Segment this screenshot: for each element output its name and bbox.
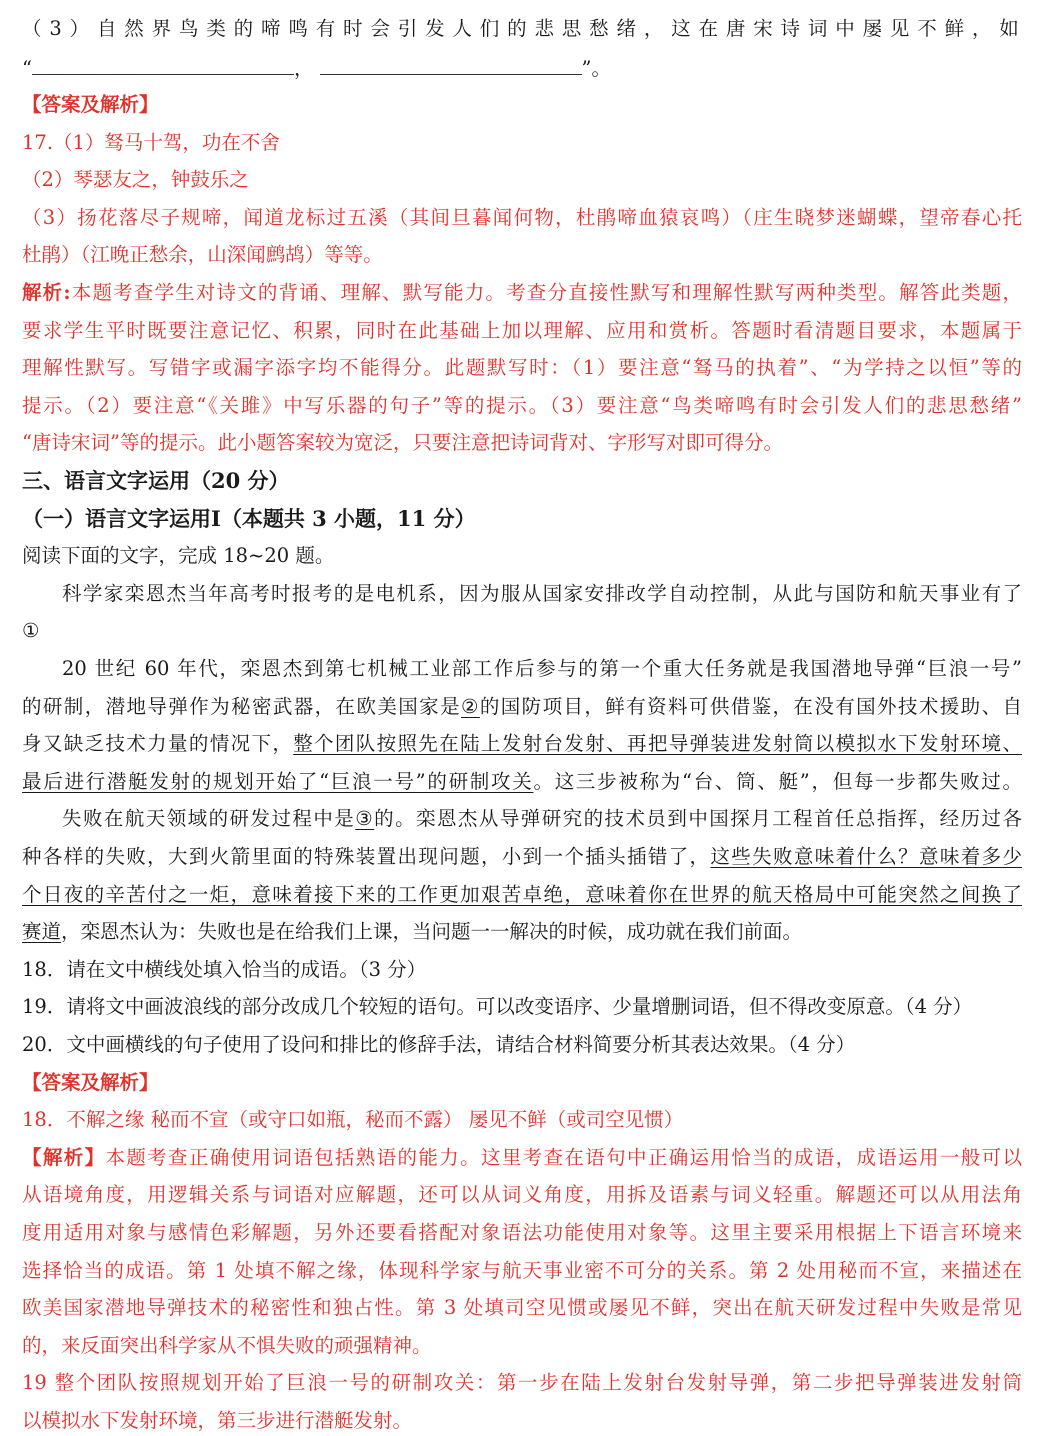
- passage-text: 的国防项目，鲜有资料可供借鉴，在没有国外技术援助、自: [479, 695, 1022, 718]
- passage-p2-line1: 20 世纪 60 年代，栾恩杰到第七机械工业部工作后参与的第一个重大任务就是我国潜地导弹“巨浪一号”: [62, 657, 1022, 680]
- wavy-line-sentence: 整个团队按照先在陆上发射台发射、再把导弹装进发射筒以模拟水下发射环境、: [293, 732, 1022, 755]
- passage-text: 的研制，潜地导弹作为秘密武器，在欧美国家是: [22, 695, 461, 718]
- answer17-part2: （2）琴瑟友之，钟鼓乐之: [22, 168, 249, 191]
- passage-text: 种各样的失败，大到火箭里面的特殊装置出现问题，小到一个插头插错了，: [22, 845, 711, 868]
- reading-instruction: 阅读下面的文字，完成 18~20 题。: [22, 544, 335, 567]
- analysis17-line2: 要求学生平时既要注意记忆、积累，同时在此基础上加以理解、应用和赏析。答题时看清题目要求，本题属于: [22, 319, 1022, 342]
- answer-header: 【答案及解析】: [22, 1071, 159, 1094]
- analysis-text: 本题考查学生对诗文的背诵、理解、默写能力。考查分直接性默写和理解性默写两种类型。解答此类题，: [70, 281, 1022, 304]
- blank-marker-1: ①: [22, 619, 40, 642]
- passage-text: 身又缺乏技术力量的情况下，: [22, 732, 294, 755]
- passage-p2-line4: [22, 767, 1022, 797]
- passage-p2-line3: [22, 729, 1022, 759]
- q17-part3-line1: （3）自然界鸟类的啼鸣有时会引发人们的悲思愁绪，这在唐宋诗词中屡见不鲜，如: [22, 17, 1022, 40]
- blank-marker-3: ③: [355, 807, 375, 830]
- passage-p2-line2: [22, 692, 1022, 722]
- close-quote: ”。: [581, 57, 611, 80]
- analysis18-line4: 选择恰当的成语。第 1 处填不解之缘，体现科学家与航天事业密不可分的关系。第 2 处用秘而不宣，来描述在: [22, 1259, 1022, 1282]
- answer17-part3-line1: （3）扬花落尽子规啼，闻道龙标过五溪（其间旦暮闻何物，杜鹃啼血猿哀鸣）（庄生晓梦迷蝴蝶，望帝春心托: [22, 206, 1022, 229]
- answer17-part1: 17.（1）驽马十驾，功在不舍: [22, 131, 280, 154]
- passage-p3-line2: [22, 842, 1022, 872]
- underlined-sentence: 这些失败意味着什么？意味着多少: [710, 845, 1022, 868]
- analysis17-line1: [22, 278, 1022, 308]
- question-19: 19．请将文中画波浪线的部分改成几个较短的语句。可以改变语序、少量增删词语，但不得改变原意。（4 分）: [22, 995, 973, 1018]
- blank-marker-2: ②: [460, 695, 480, 718]
- passage-p1-line1: 科学家栾恩杰当年高考时报考的是电机系，因为服从国家安排改学自动控制，从此与国防和航天事业有了: [62, 582, 1022, 605]
- passage-text: 。这三步被称为“台、筒、艇”，但每一步都失败过。: [533, 770, 1022, 793]
- answer-blank-2: [320, 54, 582, 75]
- question-20: 20．文中画横线的句子使用了设问和排比的修辞手法，请结合材料简要分析其表达效果。（4 分）: [22, 1033, 856, 1056]
- q17-part3-blanks: [22, 54, 1022, 84]
- passage-text: 的。栾恩杰从导弹研究的技术员到中国探月工程首任总指挥，经历过各: [374, 807, 1022, 830]
- answer-header: 【答案及解析】: [22, 93, 159, 116]
- answer18: 18．不解之缘 秘而不宣（或守口如瓶，秘而不露） 屡见不鲜（或司空见惯）: [22, 1108, 684, 1131]
- blank-separator: ，: [293, 57, 314, 80]
- analysis-label: 【解析】: [22, 1146, 106, 1169]
- answer-blank-1: [32, 54, 294, 75]
- underlined-sentence: 赛道: [22, 920, 62, 943]
- passage-p3-line1: [62, 804, 1022, 834]
- answer19-line1: 19 整个团队按照规划开始了巨浪一号的研制攻关：第一步在陆上发射台发射导弹，第二步把导弹装进发射筒: [22, 1371, 1022, 1394]
- analysis18-line2: 从语境角度，用逻辑关系与词语对应解题，还可以从词义角度，用拆及语素与词义轻重。解题还可以从用法角: [22, 1183, 1022, 1206]
- passage-text: 失败在航天领域的研发过程中是: [62, 807, 356, 830]
- analysis18-line1: [22, 1143, 1022, 1173]
- analysis-text: 本题考查正确使用词语包括熟语的能力。这里考查在语句中正确运用恰当的成语，成语运用一般可以: [105, 1146, 1022, 1169]
- passage-text: ，栾恩杰认为：失败也是在给我们上课，当问题一一解决的时候，成功就在我们前面。: [61, 920, 803, 943]
- open-quote: “: [22, 57, 32, 80]
- analysis17-line3: 理解性默写。写错字或漏字添字均不能得分。此题默写时：（1）要注意“驽马的执着”、“为学持之以恒”等的: [22, 356, 1022, 379]
- analysis17-line4: 提示。（2）要注意“《关雎》中写乐器的句子”等的提示。（3）要注意“鸟类啼鸣有时会引发人们的悲思愁绪”: [22, 394, 1022, 417]
- section-title: 三、语言文字运用（20 分）: [22, 468, 290, 493]
- answer19-line2: 以模拟水下发射环境，第三步进行潜艇发射。: [22, 1409, 413, 1432]
- wavy-line-sentence: 最后进行潜艇发射的规划开始了“巨浪一号”的研制攻关: [22, 770, 534, 793]
- analysis17-line5: “唐诗宋词”等的提示。此小题答案较为宽泛，只要注意把诗词背对、字形写对即可得分。: [22, 431, 783, 454]
- analysis18-line6: 的，来反面突出科学家从不惧失败的顽强精神。: [22, 1334, 432, 1357]
- passage-p3-line4: [22, 917, 1022, 947]
- question-18: 18．请在文中横线处填入恰当的成语。（3 分）: [22, 958, 427, 981]
- subsection-title: （一）语言文字运用Ⅰ（本题共 3 小题，11 分）: [22, 506, 476, 531]
- answer17-part3-line2: 杜鹃）（江晚正愁余，山深闻鹧鸪）等等。: [22, 243, 383, 266]
- analysis18-line5: 欧美国家潜地导弹技术的秘密性和独占性。第 3 处填司空见惯或屡见不鲜，突出在航天研发过程中失败是常见: [22, 1296, 1022, 1319]
- analysis-label: 解析:: [22, 281, 71, 304]
- analysis18-line3: 度用适用对象与感情色彩解题，另外还要看搭配对象语法功能使用对象等。这里主要采用根据上下语言环境来: [22, 1221, 1022, 1244]
- underlined-sentence: 个日夜的辛苦付之一炬，意味着接下来的工作更加艰苦卓绝，意味着你在世界的航天格局中可能突然之间换了: [22, 883, 1022, 906]
